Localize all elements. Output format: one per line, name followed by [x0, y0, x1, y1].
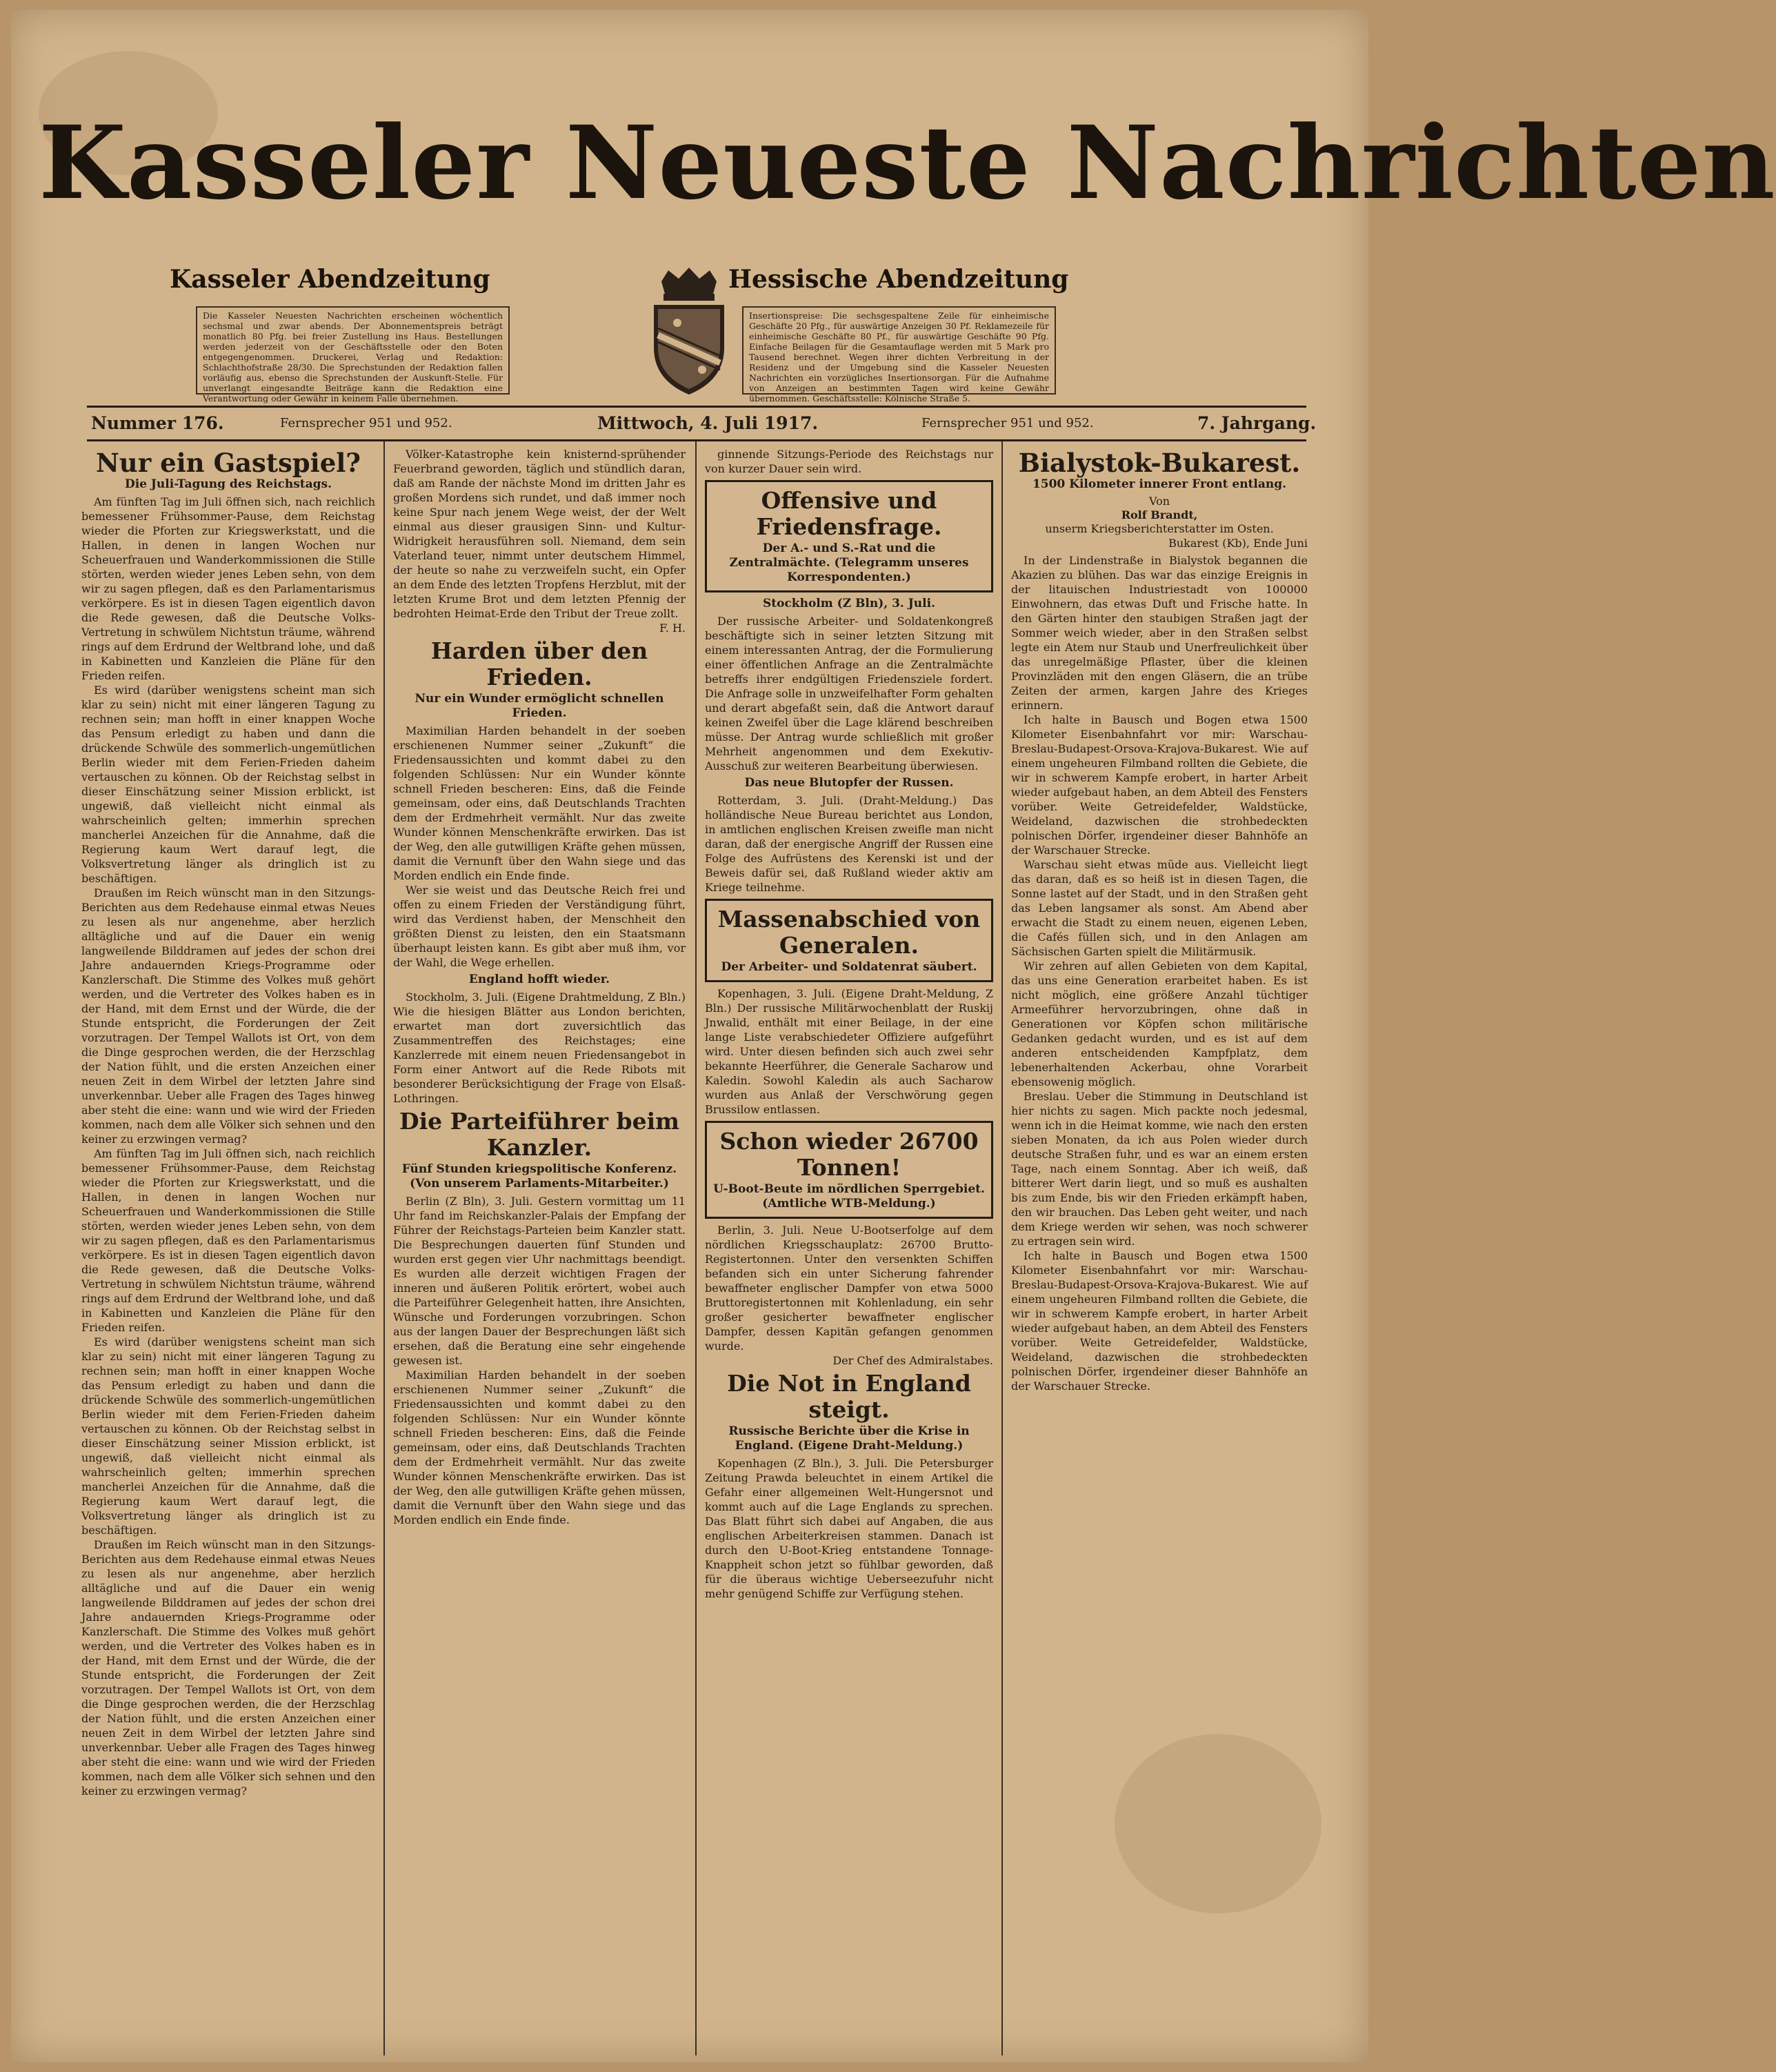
advertising-rates-notice: Insertionspreise: Die sechsgespaltene Zeile für einheimische Geschäfte 20 Pfg., für auswärtige Anzeigen 30 Pf. Reklamezeile für einheimische Geschäfte 80 Pf., für auswärtige Geschäfte 90 Pfg. Einfache Beilagen für die Gesamtauflage werden mit 5 Mark pro Tausend berechnet. Wegen ihrer dichten Verbreitung in der Residenz und der Umgebung sind die Kasseler Neuesten Nachrichten ein vorzügliches Insertionsorgan. Für die Aufnahme von Anzeigen an bestimmten Tagen wird keine Gewähr übernommen. Geschäftsstelle: Kölnische Straße 5. [742, 306, 1056, 395]
article-paragraph: Am fünften Tag im Juli öffnen sich, nach reichlich bemessener Frühsommer-Pause, dem Reichstag wieder die Pforten zur Kriegswerkstatt, und die Hallen, in denen in langen Wochen nur Scheuerfrauen und Wanderkommissionen die Stille störten, werden wieder jenes Leben sehn, von dem wir zu sagen pflegen, daß es den Parlamentarismus verkörpere. Es ist in diesen Tagen eigentlich davon die Rede gewesen, daß die Deutsche Volks-Vertretung in schwülem Nichtstun träume, während rings auf dem Erdrund der Weltbrand lohe, und daß in Kabinetten und Kanzleien die Pläne für den Frieden reifen. [81, 1147, 375, 1334]
article-headline: Die Not in England steigt. [727, 1370, 971, 1423]
article-paragraph: Breslau. Ueber die Stimmung in Deutschland ist hier nichts zu sagen. Mich packte noch jedesmal, wenn ich in die Heimat komme, wie nach den ersten sieben Monaten, da ich aus Polen wieder durch deutsche Straßen fuhr, und es war an einem ersten Tage, nach einem Sonntag. Aber ich weiß, daß bitterer Wert darin liegt, und so muß es aushalten bis zum Ende, bis wir den Frieden erkämpft haben, den wir brauchen. Das Leben geht weiter, und nach dem Kriege werden wir sehen, was noch schwerer zu ertragen sein wird. [1011, 1090, 1308, 1248]
byline-role: unserm Kriegsberichterstatter im Osten. [1045, 522, 1274, 535]
article-headline: Die Parteiführer beim Kanzler. [399, 1108, 680, 1161]
article-paragraph: Wer sie weist und das Deutsche Reich frei und offen zu einem Frieden der Verständigung führt, wird das Verdienst haben, der Menschheit den größten Dienst zu leisten, den ein Staatsmann überhaupt leisten kann. Es gibt aber muß ihm, vor der Wahl, die Wege erhellen. [393, 884, 686, 969]
article-deck: 1500 Kilometer innerer Front entlang. [1032, 477, 1287, 491]
volume-year: 7. Jahrgang. [1197, 413, 1317, 433]
article-signature: Der Chef des Admiralstabes. [832, 1354, 993, 1367]
article-paragraph: ginnende Sitzungs-Periode des Reichstags nur von kurzer Dauer sein wird. [705, 448, 993, 475]
article-headline: Schon wieder 26700 Tonnen! [719, 1128, 979, 1181]
column-rule [1001, 441, 1003, 2055]
phone-number-right: Fernsprecher 951 und 952. [921, 416, 1094, 430]
article-paragraph: Am fünften Tag im Juli öffnen sich, nach reichlich bemessener Frühsommer-Pause, dem Reichstag wieder die Pforten zur Kriegswerkstatt, und die Hallen, in denen in langen Wochen nur Scheuerfrauen und Wanderkommissionen die Stille störten, werden wieder jenes Leben sehn, von dem wir zu sagen pflegen, daß es den Parlamentarismus verkörpere. Es ist in diesen Tagen eigentlich davon die Rede gewesen, daß die Deutsche Volks-Vertretung in schwülem Nichtstun träume, während rings auf dem Erdrund der Weltbrand lohe, und daß in Kabinetten und Kanzleien die Pläne für den Frieden reifen. [81, 495, 375, 682]
article-deck: U-Boot-Beute im nördlichen Sperrgebiet. (Amtliche WTB-Meldung.) [713, 1182, 985, 1211]
article-paragraph: Rotterdam, 3. Juli. (Draht-Meldung.) Das holländische Neue Bureau berichtet aus London, in amtlichen englischen Kreisen zweifle man nicht daran, daß der energische Angriff der Russen eine Folge des Aufrüstens des Kerenski ist und der Beweis dafür sei, daß Rußland wieder aktiv am Kriege teilnehme. [705, 794, 993, 894]
newspaper-page [11, 10, 1776, 2062]
article-headline: Bialystok-Bukarest. [1018, 448, 1301, 478]
subheading: England hofft wieder. [468, 973, 610, 986]
article-paragraph: Draußen im Reich wünscht man in den Sitzungs-Berichten aus dem Redehause einmal etwas Neues zu lesen als nur angenehme, aber herzlich alltägliche und auf die Dauer ein wenig langweilende Bilddramen auf jedes der schon drei Jahre andauernden Kriegs-Programme oder Kanzlerschaft. Die Stimme des Volkes muß gehört werden, und die Vertreter des Volkes haben es in der Hand, mit dem Ernst und der Würde, die der Stunde entspricht, die Forderungen der Zeit vorzutragen. Der Tempel Wallots ist Ort, von dem die Dinge gesprochen werden, die der Herzschlag der Nation fühlt, und die ersten Anzeichen einer neuen Zeit in dem Wirbel der letzten Jahre sind unverkennbar. Ueber alle Fragen des Tages hinweg aber steht die eine: wann und wie wird der Frieden kommen, nach dem alle Völker sich sehnen und den keiner zu erzwingen vermag? [81, 1538, 375, 1797]
column-4 [1011, 447, 1308, 2061]
article-paragraph: Wir zehren auf allen Gebieten von dem Kapital, das uns eine Generation erarbeitet haben. Es ist nicht möglich, eine größere Anzahl tüchtiger Armeeführer hervorzubringen, ohne daß in Generationen vor Köpfen schon militärische Gedanken gedacht wurden, und es ist auf dem anderen entscheidenden Kampfplatz, dem lebenerhaltenden Ackerbau, ohne Vorarbeit ebensowenig möglich. [1011, 959, 1308, 1088]
article-paragraph: Völker-Katastrophe kein knisternd-sprühender Feuerbrand geworden, täglich und stündlich daran, daß am Rande der nächste Mond im dritten Jahr es großen Mordens sich rundet, und daß immer noch keine Spur nach jenem Wege weist, der der Welt einmal aus dieser grausigen Sinn- und Kultur-Widrigkeit herausführen soll. Niemand, dem sein Vaterland teuer, nimmt unter deutschem Himmel, der heute so nahe zu verzweifeln sucht, ein Opfer an dem Ende des letzten Tropfens Herzblut, mit der letzten Krume Brot und dem letzten Pfennig der bedrohten Heimat-Erde den Tribut der Treue zollt. [393, 448, 686, 620]
article-paragraph: Es wird (darüber wenigstens scheint man sich klar zu sein) nicht mit einer längeren Tagung zu rechnen sein; man hofft in einer knappen Woche das Pensum erledigt zu haben und dann die drückende Schwüle des sommerlich-ungemütlichen Berlin wieder mit dem Ferien-Frieden daheim vertauschen zu können. Ob der Reichstag selbst in dieser Einschätzung seiner Mission erblickt, ist ungewiß, daß vielleicht nicht einmal als wahrscheinlich gelten; immerhin sprechen mancherlei Anzeichen für die Annahme, daß die Regierung kaum Wert darauf legt, die Volksvertretung länger als dringlich ist zu beschäftigen. [81, 1335, 375, 1537]
article-paragraph: Draußen im Reich wünscht man in den Sitzungs-Berichten aus dem Redehause einmal etwas Neues zu lesen als nur angenehme, aber herzlich alltägliche und auf die Dauer ein wenig langweilende Bilddramen auf jedes der schon drei Jahre andauernden Kriegs-Programme oder Kanzlerschaft. Die Stimme des Volkes muß gehört werden, und die Vertreter des Volkes haben es in der Hand, mit dem Ernst und der Würde, die der Stunde entspricht, die Forderungen der Zeit vorzutragen. Der Tempel Wallots ist Ort, von dem die Dinge gesprochen werden, die der Herzschlag der Nation fühlt, und die ersten Anzeichen einer neuen Zeit in dem Wirbel der letzten Jahre sind unverkennbar. Ueber alle Fragen des Tages hinweg aber steht die eine: wann und wie wird der Frieden kommen, nach dem alle Völker sich sehnen und den keiner zu erzwingen vermag? [81, 886, 375, 1146]
article-paragraph: In der Lindenstraße in Bialystok begannen die Akazien zu blühen. Das war das einzige Ereignis in der litauischen Industriestadt von 100000 Einwohnern, das etwas Duft und Frische hatte. In den Gärten hinter den staubigen Straßen jagt der Sommer weich wieder, aber in den Straßen selbst legte ein Atem nur Staub und Unerfreulichkeit über das unregelmäßige Pflaster, über die kleinen Provinzläden mit den engen Gläsern, die an trübe Zeiten der armen, kargen Jahre des Krieges erinnern. [1011, 554, 1308, 712]
article-paragraph: Kopenhagen, 3. Juli. (Eigene Draht-Meldung, Z Bln.) Der russische Militärwochenblatt der Ruskij Jnwalid, enthält mit einer Beilage, in der eine lange Liste verabschiedeter Offiziere aufgeführt wird. Unter diesen befinden sich auch zwei sehr bekannte Heerführer, die Generale Sacharow und Kaledin. Sowohl Kaledin als auch Sacharow wurden aus Anlaß der Verschwörung gegen Brussilow entlassen. [705, 987, 993, 1116]
issue-date: Mittwoch, 4. Juli 1917. [597, 413, 819, 433]
article-box [705, 1121, 993, 1219]
byline-author: Rolf Brandt, [1121, 508, 1198, 521]
column-3 [705, 447, 993, 2061]
article-deck: Die Juli-Tagung des Reichstags. [124, 477, 332, 491]
article-paragraph: Stockholm, 3. Juli. (Eigene Drahtmeldung, Z Bln.) Wie die hiesigen Blätter aus London berichten, erwartet man dort zuversichtlich das Zusammentreffen des Reichstages; eine Kanzlerrede mit einem neuen Friedensangebot in Form einer Antwort auf die Rede Ribots mit besonderer Berücksichtigung der Frage von Elsaß-Lothringen. [393, 990, 686, 1105]
article-deck: Der A.- und S.-Rat und die Zentralmächte. (Telegramm unseres Korrespondenten.) [729, 541, 969, 584]
phone-number-left: Fernsprecher 951 und 952. [280, 416, 452, 430]
byline-von: Von [1148, 495, 1170, 508]
issue-number: Nummer 176. [91, 413, 224, 433]
masthead-subtitle-left: Kasseler Abendzeitung [170, 265, 490, 294]
article-paragraph: Berlin (Z Bln), 3. Juli. Gestern vormittag um 11 Uhr fand im Reichskanzler-Palais der Empfang der Führer der Reichstags-Parteien beim Kanzler statt. Die Besprechungen dauerten fünf Stunden und wurden erst gegen vier Uhr nachmittags beendigt. Es wurden alle derzeit wichtigen Fragen der inneren und äußeren Politik erörtert, wobei auch die Parteiführer Gelegenheit hatten, ihre Ansichten, Wünsche und Forderungen vorzubringen. Schon aus der langen Dauer der Besprechungen läßt sich ersehen, daß die Beratung eine sehr eingehende gewesen ist. [393, 1195, 686, 1367]
masthead-title: Kasseler Neueste Nachrichten [39, 104, 1776, 222]
article-headline: Nur ein Gastspiel? [95, 448, 361, 478]
article-headline: Offensive und Friedensfrage. [756, 487, 942, 540]
article-box [705, 480, 993, 592]
masthead-subtitle-right: Hessische Abendzeitung [728, 265, 1069, 294]
column-rule [383, 441, 385, 2055]
coat-of-arms-icon [644, 266, 734, 397]
article-paragraph: Maximilian Harden behandelt in der soeben erschienenen Nummer seiner „Zukunft“ die Friedensaussichten und kommt dabei zu den folgenden Schlüssen: Nur ein Wunder könnte schnell Frieden bescheren: Eins, daß die Feinde gemeinsam, oder eins, daß Deutschlands Trachten dem der Erdmehrheit vermählt. Nur das zweite Wunder können Menschenkräfte erwirken. Das ist der Weg, den alle gutwilligen Kräfte gehen müssen, damit die Vernunft über den Wahn siege und das Morden endlich ein Ende finde. [393, 1368, 686, 1526]
article-paragraph: Ich halte in Bausch und Bogen etwa 1500 Kilometer Eisenbahnfahrt vor mir: Warschau-Breslau-Budapest-Orsova-Krajova-Bukarest. Wie auf einem ungeheuren Filmband rollten die Gebiete, die wir in schwerem Kampfe erobert, in harter Arbeit wieder aufgebaut haben, an dem Abteil des Fensters vorüber. Weite Getreidefelder, Waldstücke, Weideland, dazwischen die strohbedeckten polnischen Dörfer, irgendeiner dieser Bahnhöfe an der Warschauer Strecke. [1011, 713, 1308, 857]
author-initials: F. H. [659, 621, 686, 635]
article-deck: Der Arbeiter- und Soldatenrat säubert. [721, 960, 977, 974]
subheading: Das neue Blutopfer der Russen. [744, 776, 954, 790]
article-deck: Russische Berichte über die Krise in England. (Eigene Draht-Meldung.) [728, 1424, 970, 1453]
article-paragraph: Kopenhagen (Z Bln.), 3. Juli. Die Petersburger Zeitung Prawda beleuchtet in einem Artikel die Gefahr einer allgemeinen Welt-Hungersnot und kommt auch auf die Lage Englands zu sprechen. Das Blatt führt sich dabei auf Angaben, die aus englischen Arbeiterkreisen stammen. Danach ist durch den U-Boot-Krieg entstandene Tonnage-Knappheit schon jetzt so fühlbar geworden, daß für die überaus wichtige Ueberseezufuhr nicht mehr genügend Schiffe zur Verfügung stehen. [705, 1457, 993, 1600]
wire-dateline: Stockholm (Z Bln), 3. Juli. [762, 597, 935, 610]
article-deck: Nur ein Wunder ermöglicht schnellen Frieden. [415, 692, 664, 720]
column-2 [393, 447, 686, 2061]
column-rule [695, 441, 697, 2055]
article-headline: Harden über den Frieden. [430, 637, 648, 690]
article-paragraph: Maximilian Harden behandelt in der soeben erschienenen Nummer seiner „Zukunft“ die Friedensaussichten und kommt dabei zu den folgenden Schlüssen: Nur ein Wunder könnte schnell Frieden bescheren: Eins, daß die Feinde gemeinsam, oder eins, daß Deutschlands Trachten dem der Erdmehrheit vermählt. Nur das zweite Wunder können Menschenkräfte erwirken. Das ist der Weg, den alle gutwilligen Kräfte gehen müssen, damit die Vernunft über den Wahn siege und das Morden endlich ein Ende finde. [393, 724, 686, 882]
article-box [705, 899, 993, 982]
article-paragraph: Der russische Arbeiter- und Soldatenkongreß beschäftigte sich in seiner letzten Sitzung mit einem interessanten Antrag, der die Formulierung einer öffentlichen Anfrage an die Zentralmächte betreffs ihrer endgültigen Friedensziele fordert. Die Anfrage solle in unzweifelhafter Form gehalten und derart abgefaßt sein, daß die Antwort darauf keinen Zweifel über die Lage klärend beschreiben müsse. Der Antrag wurde schließlich mit großer Mehrheit angenommen und dem Exekutiv-Ausschuß zur weiteren Bearbeitung überwiesen. [705, 615, 993, 773]
article-paragraph: Ich halte in Bausch und Bogen etwa 1500 Kilometer Eisenbahnfahrt vor mir: Warschau-Breslau-Budapest-Orsova-Krajova-Bukarest. Wie auf einem ungeheuren Filmband rollten die Gebiete, die wir in schwerem Kampfe erobert, in harter Arbeit wieder aufgebaut haben, an dem Abteil des Fensters vorüber. Weite Getreidefelder, Waldstücke, Weideland, dazwischen die strohbedeckten polnischen Dörfer, irgendeiner dieser Bahnhöfe an der Warschauer Strecke. [1011, 1249, 1308, 1393]
subscription-notice: Die Kasseler Neuesten Nachrichten erscheinen wöchentlich sechsmal und zwar abends. Der Abonnementspreis beträgt monatlich 80 Pfg. bei freier Zustellung ins Haus. Bestellungen werden jederzeit von der Geschäftsstelle oder den Boten entgegengenommen. Druckerei, Verlag und Redaktion: Schlachthofstraße 28/30. Die Sprechstunden der Redaktion fallen vorläufig aus, ebenso die Sprechstunden der Auskunft-Stelle. Für unverlangt eingesandte Beiträge kann die Redaktion eine Verantwortung oder Gewähr in keinem Falle übernehmen. [196, 306, 510, 395]
article-paragraph: Es wird (darüber wenigstens scheint man sich klar zu sein) nicht mit einer längeren Tagung zu rechnen sein; man hofft in einer knappen Woche das Pensum erledigt zu haben und dann die drückende Schwüle des sommerlich-ungemütlichen Berlin wieder mit dem Ferien-Frieden daheim vertauschen zu können. Ob der Reichstag selbst in dieser Einschätzung seiner Mission erblickt, ist ungewiß, daß vielleicht nicht einmal als wahrscheinlich gelten; immerhin sprechen mancherlei Anzeichen für die Annahme, daß die Regierung kaum Wert darauf legt, die Volksvertretung länger als dringlich ist zu beschäftigen. [81, 684, 375, 885]
column-1 [81, 447, 375, 2061]
dateline-bar [87, 406, 1317, 441]
article-paragraph: Warschau sieht etwas müde aus. Vielleicht liegt das daran, daß es so heiß ist in diesen Tagen, die Sonne lastet auf der Stadt, und in den Straßen geht das Leben langsamer als sonst. Am Abend aber erwacht die Stadt zu einem neuen, eigenen Leben, die Cafés füllen sich, und in den Anlagen am Sächsischen Garten spielt die Militärmusik. [1011, 858, 1308, 958]
article-deck: Fünf Stunden kriegspolitische Konferenz. (Von unserem Parlaments-Mitarbeiter.) [401, 1162, 677, 1191]
article-headline: Massenabschied von Generalen. [717, 906, 981, 959]
article-dateline: Bukarest (Kb), Ende Juni [1168, 537, 1308, 550]
article-paragraph: Berlin, 3. Juli. Neue U-Bootserfolge auf dem nördlichen Kriegsschauplatz: 26700 Brutto-Registertonnen. Unter den versenkten Schiffen befanden sich ein unter Sicherung fahrender bewaffneter englischer Dampfer von etwa 5000 Bruttoregistertonnen mit Kohlenladung, ein sehr großer gesicherter bewaffneter englischer Dampfer, dessen Kapitän gefangen genommen wurde. [705, 1224, 993, 1353]
